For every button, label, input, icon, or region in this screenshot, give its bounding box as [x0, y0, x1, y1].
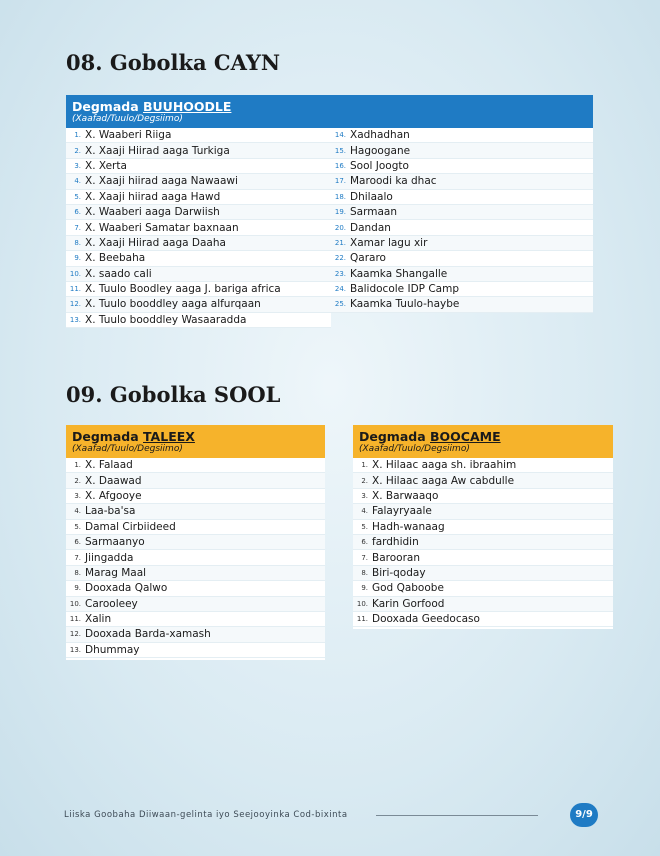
list-item-text: Karin Gorfood [372, 597, 445, 610]
list-item [66, 597, 325, 612]
list-item-text: X. saado cali [85, 267, 152, 280]
list-item [66, 566, 325, 581]
list-item-text: X. Barwaaqo [372, 489, 439, 502]
footer-divider [376, 815, 538, 816]
section-title-cayn: 08. Gobolka CAYN [66, 50, 281, 75]
list-item-number: 4. [361, 507, 368, 516]
list-item-number: 1. [74, 131, 81, 140]
taleex-list [66, 458, 325, 658]
list-item-number: 4. [74, 507, 81, 516]
list-item [66, 504, 325, 519]
list-item-number: 9. [74, 254, 81, 263]
list-item [331, 220, 593, 235]
list-item [66, 159, 331, 174]
list-item [66, 643, 325, 658]
list-item-number: 2. [74, 146, 81, 155]
list-item-number: 7. [74, 223, 81, 232]
list-item [353, 597, 613, 612]
list-item-text: X. Hilaac aaga sh. ibraahim [372, 459, 517, 472]
list-item [66, 143, 331, 158]
list-item [353, 550, 613, 565]
list-item [331, 267, 593, 282]
list-item [66, 520, 325, 535]
list-end-divider [66, 658, 325, 660]
list-item-number: 8. [74, 568, 81, 577]
list-item-number: 13. [69, 315, 81, 324]
list-item-text: Hadh-wanaag [372, 520, 445, 533]
list-item [66, 458, 325, 473]
list-item-text: X. Tuulo booddley aaga alfurqaan [85, 298, 261, 311]
section-title-sool: 09. Gobolka SOOL [66, 382, 281, 407]
list-item-number: 24. [334, 285, 346, 294]
list-item-number: 14. [334, 131, 346, 140]
list-item-text: Maroodi ka dhac [350, 175, 437, 188]
page-number-badge: 9/9 [570, 803, 598, 827]
list-item-text: Dooxada Geedocaso [372, 613, 480, 626]
list-item [66, 627, 325, 642]
buuhoodle-panel [66, 95, 593, 328]
list-item [353, 520, 613, 535]
list-item-text: Hagoogane [350, 144, 411, 157]
list-item-number: 9. [361, 584, 368, 593]
list-item-number: 5. [74, 192, 81, 201]
list-item-text: Sarmaanyo [85, 536, 145, 549]
district-subtitle: (Xaafad/Tuulo/Degsiimo) [359, 444, 470, 454]
list-item-text: Qararo [350, 252, 386, 265]
list-item-number: 1. [361, 461, 368, 470]
list-item [66, 267, 331, 282]
list-item-number: 8. [74, 238, 81, 247]
list-item-number: 6. [74, 208, 81, 217]
list-item-text: Dooxada Qalwo [85, 582, 168, 595]
list-item [331, 297, 593, 312]
list-item [353, 612, 613, 627]
list-item [66, 550, 325, 565]
boocame-panel [353, 425, 613, 629]
list-item-number: 13. [69, 645, 81, 654]
list-item-number: 3. [361, 491, 368, 500]
list-item-text: Kaamka Tuulo-haybe [350, 298, 460, 311]
list-item-number: 6. [361, 538, 368, 547]
list-item-number: 6. [74, 538, 81, 547]
buuhoodle-list-left [66, 128, 331, 328]
list-item-text: X. Hilaac aaga Aw cabdulle [372, 474, 515, 487]
list-item-text: Dhilaalo [350, 190, 393, 203]
list-item [66, 282, 331, 297]
list-item [66, 205, 331, 220]
list-item-number: 4. [74, 177, 81, 186]
list-item [66, 128, 331, 143]
list-item-number: 11. [356, 615, 368, 624]
list-item [66, 313, 331, 328]
list-item [66, 236, 331, 251]
list-item [331, 205, 593, 220]
district-prefix: Degmada [359, 429, 430, 444]
list-end-divider [353, 627, 613, 629]
list-item-text: X. Tuulo Boodley aaga J. bariga africa [85, 283, 281, 296]
list-item [66, 297, 331, 312]
list-item [353, 566, 613, 581]
list-item-text: Laa-ba'sa [85, 505, 136, 518]
list-item [66, 535, 325, 550]
list-item-number: 19. [334, 208, 346, 217]
list-item-text: X. Xaaji Hiirad aaga Turkiga [85, 144, 230, 157]
list-item [66, 174, 331, 189]
list-item [331, 236, 593, 251]
list-item-text: X. Falaad [85, 459, 133, 472]
list-item [331, 174, 593, 189]
list-item-text: X. Waaberi Riiga [85, 129, 172, 142]
list-item-text: fardhidin [372, 536, 419, 549]
list-item-number: 17. [334, 177, 346, 186]
list-item [331, 282, 593, 297]
list-item-text: Xadhadhan [350, 129, 410, 142]
list-item-text: Marag Maal [85, 566, 147, 579]
list-item-number: 12. [69, 300, 81, 309]
list-item [353, 581, 613, 596]
list-item [66, 251, 331, 266]
list-item-number: 25. [334, 300, 346, 309]
list-item-text: Carooleey [85, 597, 138, 610]
footer-text: Liiska Goobaha Diiwaan-gelinta iyo Seejooyinka Cod-bixinta [64, 810, 348, 820]
list-item-number: 9. [74, 584, 81, 593]
list-item [66, 612, 325, 627]
list-item-text: Sool Joogto [350, 159, 409, 172]
list-item [66, 220, 331, 235]
list-item-number: 11. [69, 615, 81, 624]
district-name: BUUHOODLE [143, 99, 232, 114]
list-item-text: X. Xaaji Hiirad aaga Daaha [85, 236, 226, 249]
list-item-text: X. Daawad [85, 474, 142, 487]
list-item-number: 5. [74, 522, 81, 531]
list-item-text: X. Waaberi aaga Darwiish [85, 206, 220, 219]
list-item [331, 190, 593, 205]
list-item-text: Balidocole IDP Camp [350, 283, 459, 296]
list-item-number: 10. [69, 599, 81, 608]
list-item [331, 159, 593, 174]
list-item-text: Xamar lagu xir [350, 236, 428, 249]
list-item-text: Biri-qoday [372, 566, 426, 579]
district-prefix: Degmada [72, 99, 143, 114]
buuhoodle-header [66, 95, 593, 128]
list-item [66, 190, 331, 205]
list-item-text: God Qaboobe [372, 582, 444, 595]
list-item-number: 2. [74, 476, 81, 485]
list-item-number: 10. [69, 269, 81, 278]
list-item-text: Dhummay [85, 643, 140, 656]
list-item-text: Dooxada Barda-xamash [85, 628, 211, 641]
list-item-text: Xalin [85, 613, 112, 626]
list-item-number: 3. [74, 161, 81, 170]
list-item-number: 5. [361, 522, 368, 531]
buuhoodle-list-right [331, 128, 593, 328]
list-item [331, 251, 593, 266]
list-item-number: 20. [334, 223, 346, 232]
list-item-text: X. Waaberi Samatar baxnaan [85, 221, 239, 234]
list-item-text: X. Xaaji hiirad aaga Hawd [85, 190, 221, 203]
list-item-number: 3. [74, 491, 81, 500]
district-name: TALEEX [143, 429, 195, 444]
district-subtitle: (Xaafad/Tuulo/Degsiimo) [72, 114, 183, 124]
list-item-text: X. Afgooye [85, 489, 142, 502]
list-item-number: 22. [334, 254, 346, 263]
list-item [353, 473, 613, 488]
district-prefix: Degmada [72, 429, 143, 444]
list-item-number: 21. [334, 238, 346, 247]
list-item [353, 504, 613, 519]
boocame-list [353, 458, 613, 627]
list-item-number: 7. [361, 553, 368, 562]
list-item-number: 7. [74, 553, 81, 562]
list-item-text: X. Beebaha [85, 252, 146, 265]
list-item [66, 489, 325, 504]
taleex-panel [66, 425, 325, 660]
list-item-text: Jiingadda [85, 551, 134, 564]
list-item [353, 489, 613, 504]
list-item-number: 1. [74, 461, 81, 470]
list-item [353, 535, 613, 550]
list-item [331, 143, 593, 158]
list-item-text: Sarmaan [350, 206, 397, 219]
list-item-text: X. Xerta [85, 159, 127, 172]
list-item-text: Damal Cirbiideed [85, 520, 176, 533]
list-item-text: X. Tuulo booddley Wasaaradda [85, 313, 247, 326]
list-item [331, 128, 593, 143]
list-item-number: 23. [334, 269, 346, 278]
list-item-number: 18. [334, 192, 346, 201]
district-subtitle: (Xaafad/Tuulo/Degsiimo) [72, 444, 183, 454]
list-item-text: Dandan [350, 221, 391, 234]
list-item-text: X. Xaaji hiirad aaga Nawaawi [85, 175, 238, 188]
list-item-text: Kaamka Shangalle [350, 267, 448, 280]
list-item-number: 2. [361, 476, 368, 485]
list-item-number: 12. [69, 630, 81, 639]
boocame-header [353, 425, 613, 458]
list-item-number: 11. [69, 285, 81, 294]
list-item-text: Barooran [372, 551, 420, 564]
list-item-text: Falayryaale [372, 505, 432, 518]
list-item-number: 16. [334, 161, 346, 170]
list-item [66, 473, 325, 488]
list-item [353, 458, 613, 473]
list-item [66, 581, 325, 596]
list-item-number: 15. [334, 146, 346, 155]
district-name: BOOCAME [430, 429, 501, 444]
list-item-number: 8. [361, 568, 368, 577]
list-item-number: 10. [356, 599, 368, 608]
taleex-header [66, 425, 325, 458]
